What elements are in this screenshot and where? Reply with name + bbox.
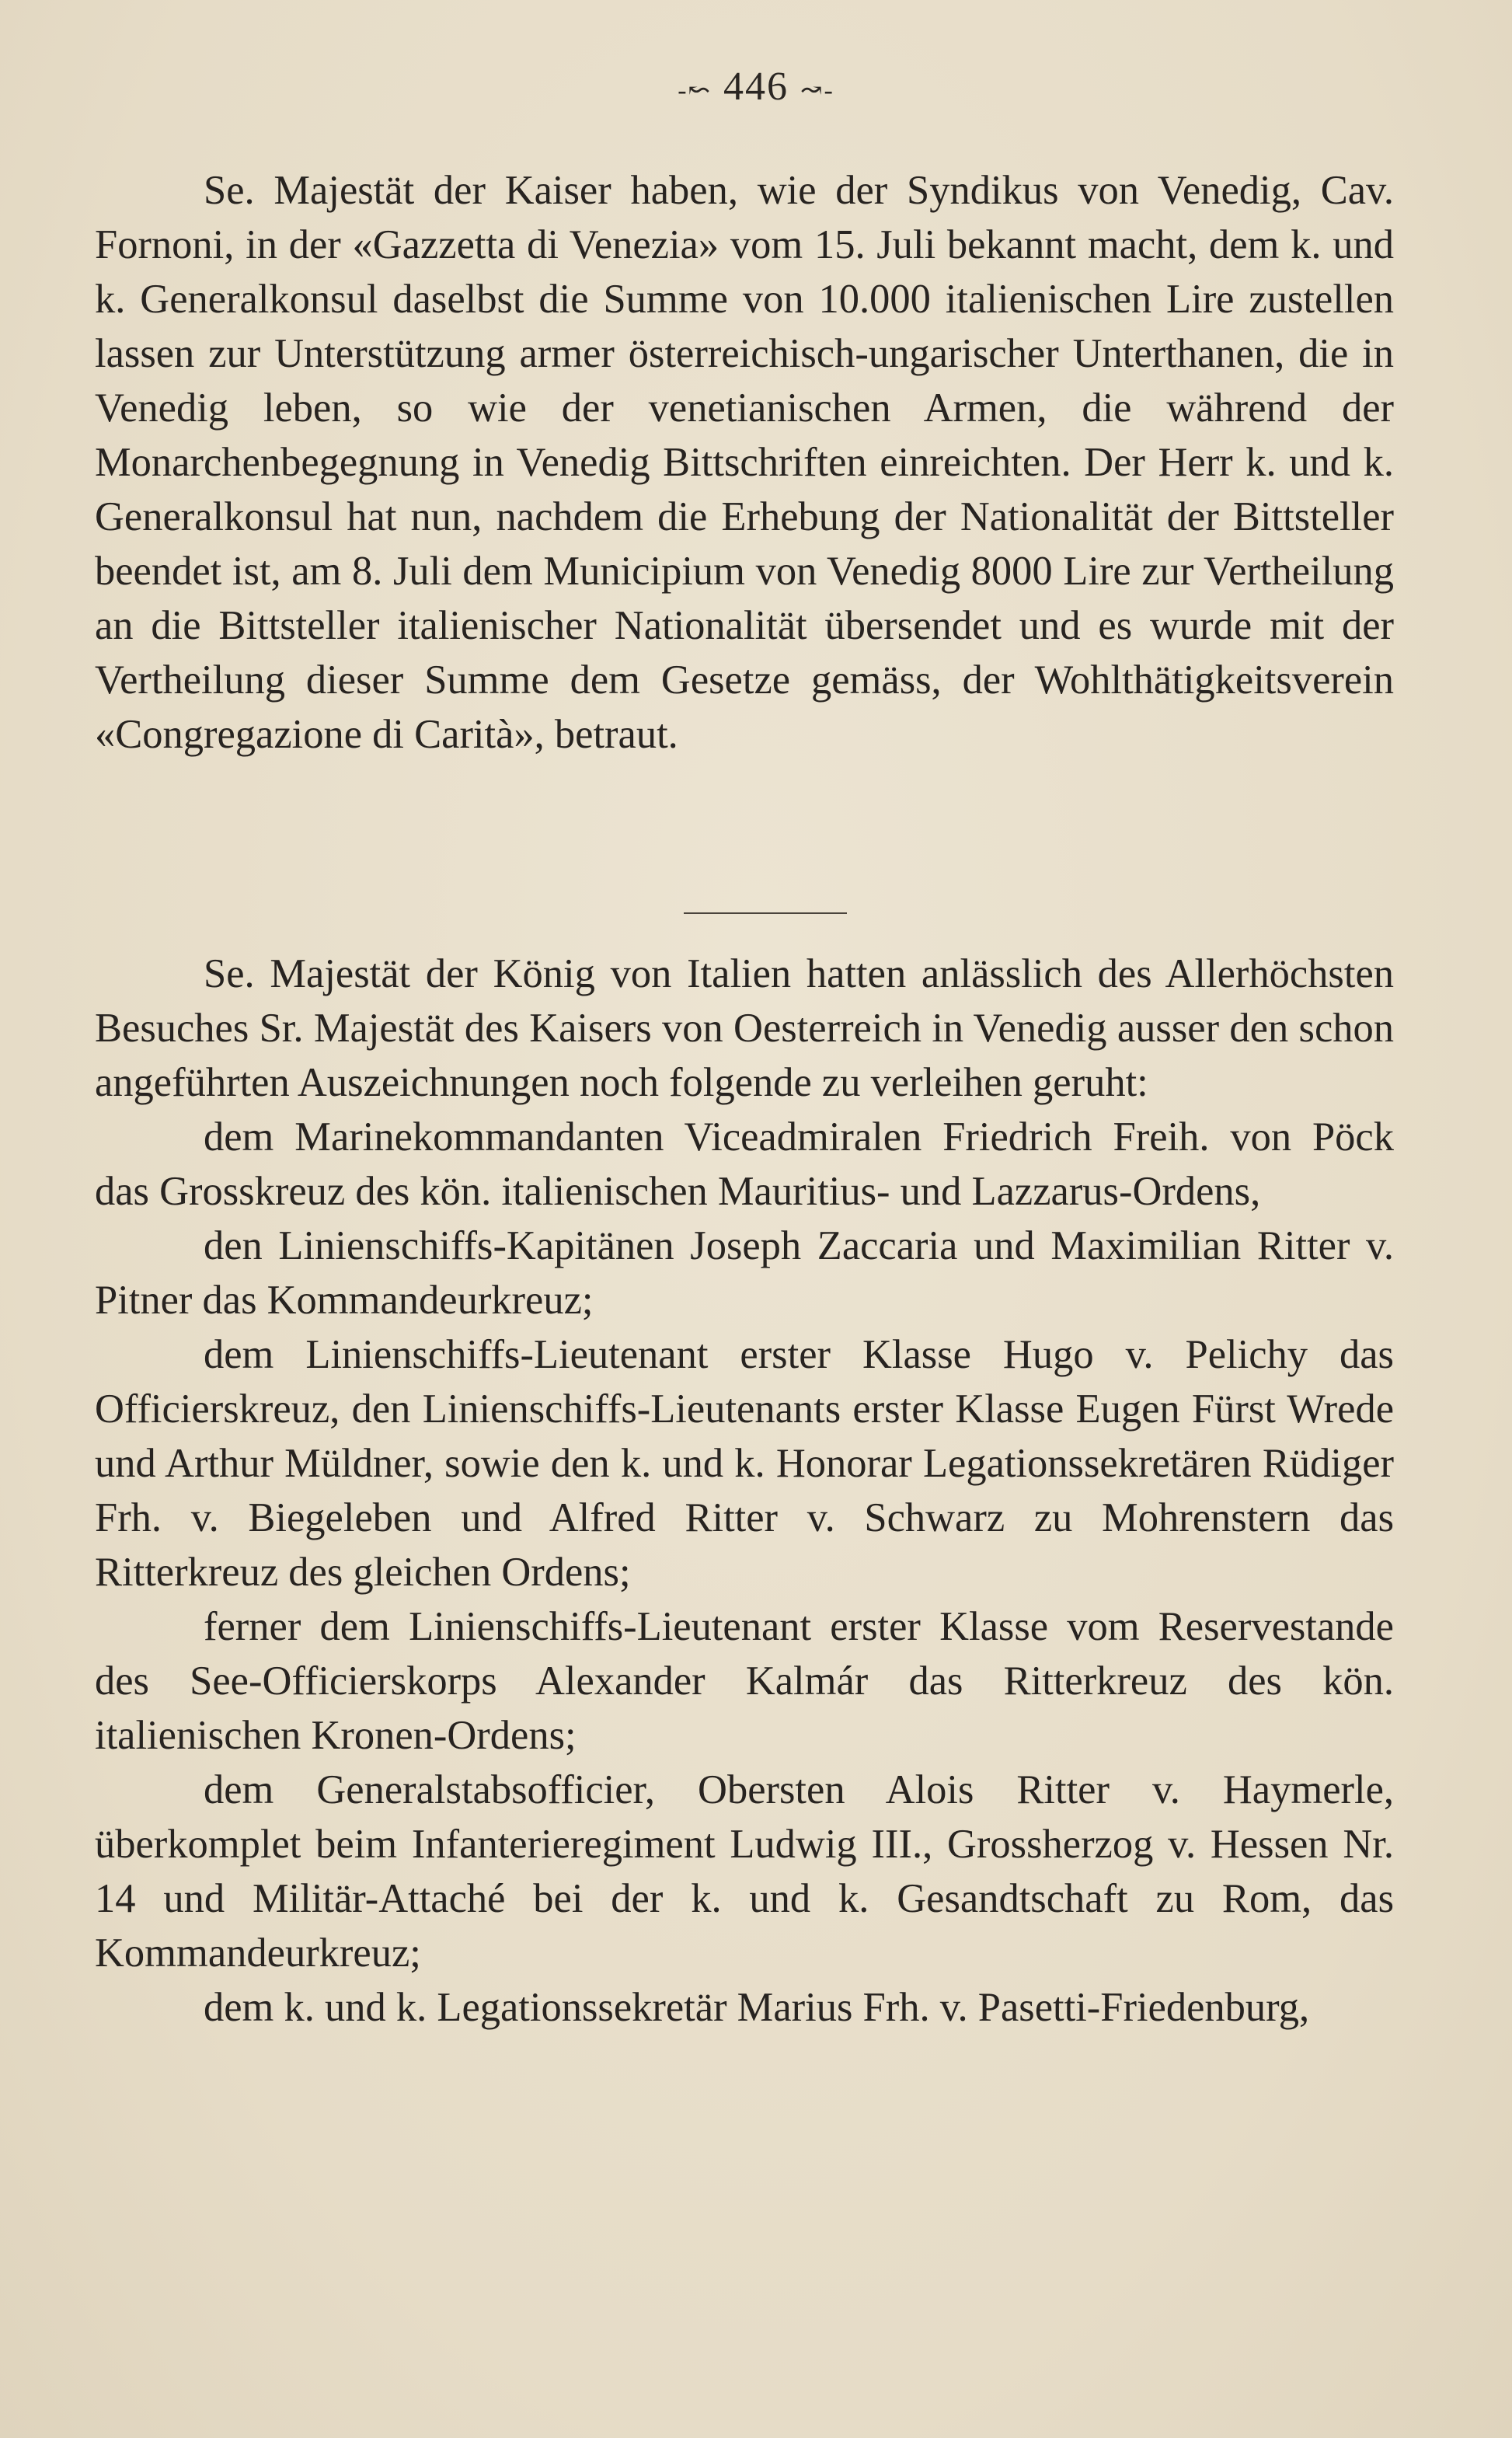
paragraph-intro: Se. Majestät der König von Italien hatten anlässlich des Allerhöchsten Besuches Sr. Majestät des Kaisers von Oesterreich in Venedig ausser den schon angeführten Auszeichnungen noch folgende zu verleihen geruht: [95,951,1394,1105]
page-header [0,64,1512,110]
paragraph-item-4: ferner dem Linienschiffs-Lieutenant erster Klasse vom Reservestande des See-Officierskorps Alexander Kalmár das Ritterkreuz des kön. italienischen Kronen-Ordens; [95,1604,1394,1758]
left-ornament: -↜ [678,76,712,106]
section-divider [684,912,847,914]
paragraph-item-2: den Linienschiffs-Kapitänen Joseph Zaccaria und Maximilian Ritter v. Pitner das Kommandeurkreuz; [95,1223,1394,1323]
page-number: 446 [723,65,789,109]
paragraph-item-1: dem Marinekommandanten Viceadmiralen Friedrich Freih. von Pöck das Grosskreuz des kön. italienischen Mauritius- und Lazzarus-Ordens, [95,1114,1394,1214]
paragraph-item-6: dem k. und k. Legationssekretär Marius Frh. v. Pasetti-Friedenburg, [204,1985,1310,2030]
section-king-decorations [95,947,1394,2035]
paragraph-donation: Se. Majestät der Kaiser haben, wie der Syndikus von Venedig, Cav. Fornoni, in der «Gazzetta di Venezia» vom 15. Juli bekannt macht, dem k. und k. Generalkonsul daselbst die Summe von 10.000 italienischen Lire zustellen lassen zur Unterstützung armer österreichisch-ungarischer Unterthanen, die in Venedig leben, so wie der venetianischen Armen, die während der Monarchenbegegnung in Venedig Bittschriften einreichten. Der Herr k. und k. Generalkonsul hat nun, nachdem die Erhebung der Nationalität der Bittsteller beendet ist, am 8. Juli dem Municipium von Venedig 8000 Lire zur Vertheilung an die Bittsteller italienischer Nationalität übersendet und es wurde mit der Vertheilung dieser Summe dem Gesetze gemäss, der Wohlthätigkeitsverein «Congregazione di Carità», betraut. [95,168,1394,757]
section-emperor-donation [95,163,1394,762]
paragraph-item-5: dem Generalstabsofficier, Obersten Alois Ritter v. Haymerle, überkomplet beim Infanterieregiment Ludwig III., Grossherzog v. Hessen Nr. 14 und Militär-Attaché bei der k. und k. Gesandtschaft zu Rom, das Kommandeurkreuz; [95,1767,1394,1976]
paragraph-item-3: dem Linienschiffs-Lieutenant erster Klasse Hugo v. Pelichy das Officierskreuz, den Linienschiffs-Lieutenants erster Klasse Eugen Fürst Wrede und Arthur Müldner, sowie den k. und k. Honorar Legationssekretären Rüdiger Frh. v. Biegeleben und Alfred Ritter v. Schwarz zu Mohrenstern das Ritterkreuz des gleichen Ordens; [95,1332,1394,1595]
right-ornament: ↝- [800,76,834,106]
